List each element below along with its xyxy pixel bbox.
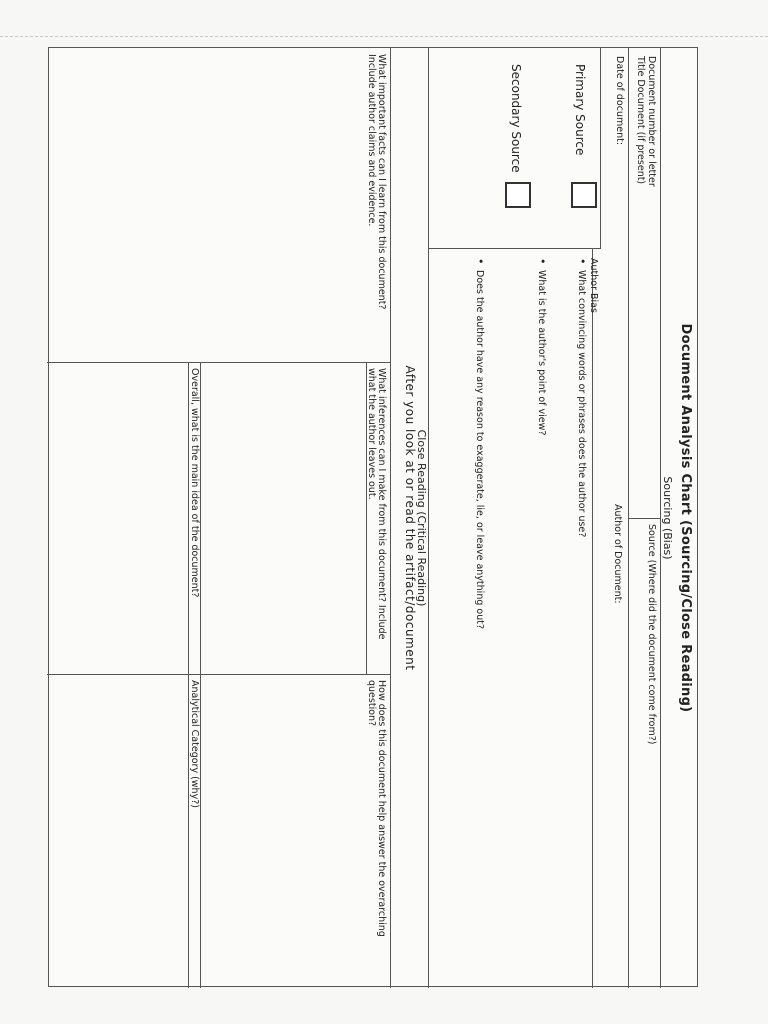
rule (366, 362, 367, 674)
rule (47, 674, 391, 675)
facts-prompt-line2: Include author claims and evidence. (366, 54, 377, 227)
rule (429, 248, 601, 249)
rule (428, 48, 429, 988)
rule (200, 362, 201, 988)
document-analysis-sheet (48, 47, 698, 987)
close-reading-subheading: After you look at or read the artifact/document (403, 365, 417, 671)
secondary-source-checkbox[interactable] (505, 182, 531, 208)
doc-number-label: Document number or letter (646, 56, 657, 187)
inferences-prompt-line1: What inferences can I make from this document? Include (376, 368, 387, 640)
main-idea-prompt: Overall, what is the main idea of the document? (189, 368, 200, 598)
question-prompt-line2: question? (366, 680, 377, 727)
primary-source-label: Primary Source (573, 64, 587, 156)
close-reading-heading: Close Reading (Critical Reading) (415, 429, 428, 607)
rule (47, 362, 391, 363)
rule (390, 48, 391, 988)
page-title: Document Analysis Chart (Sourcing/Close Reading) (678, 323, 693, 713)
date-label: Date of document: (614, 56, 625, 146)
bias-question-2: • What is the author's point of view? (536, 270, 547, 435)
rule (628, 48, 629, 988)
bias-question-3: • Does the author have any reason to exaggerate, lie, or leave anything out? (474, 270, 485, 629)
author-label: Author of Document: (612, 504, 623, 604)
rule (600, 48, 601, 248)
inferences-prompt-line2: what the author leaves out. (366, 368, 377, 500)
question-prompt-line1: How does this document help answer the overarching (376, 680, 387, 937)
bias-question-1: • What convincing words or phrases does the author use? (576, 270, 587, 537)
category-prompt: Analytical Category (why?) (189, 680, 200, 808)
primary-source-checkbox[interactable] (571, 182, 597, 208)
rule (592, 248, 593, 988)
facts-prompt-line1: What important facts can I learn from this document? (376, 54, 387, 310)
rule (629, 518, 661, 519)
secondary-source-label: Secondary Source (509, 64, 523, 173)
author-bias-heading: Author Bias (588, 258, 599, 313)
scan-edge-artifact (0, 36, 768, 37)
sourcing-heading: Sourcing (Bias) (661, 476, 674, 560)
title-label: Title Document (if present) (635, 56, 646, 185)
source-label: Source (Where did the document come from?) (646, 524, 657, 745)
